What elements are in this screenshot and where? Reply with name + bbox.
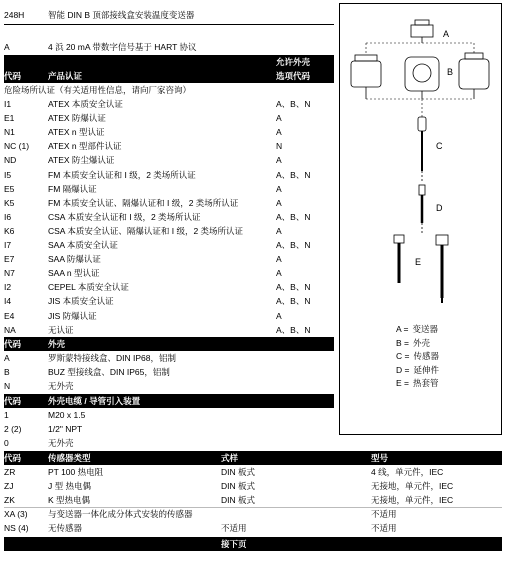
footer-bar — [4, 537, 502, 551]
cert-options: A — [276, 254, 282, 265]
cert-code: E5 — [4, 183, 15, 194]
sensor-header-code: 代码 — [4, 453, 22, 463]
cert-code: ND — [4, 155, 17, 166]
footer-text: 接下页 — [221, 539, 247, 549]
cert-options: A — [276, 225, 282, 236]
cert-options: N — [276, 141, 283, 152]
cert-options: A — [276, 310, 282, 321]
legend-letter: B = — [396, 337, 409, 348]
divider — [4, 24, 334, 25]
cert-options: A、B、N — [276, 211, 311, 222]
cert-row — [4, 153, 334, 167]
cert-row — [4, 125, 334, 139]
cert-code: I1 — [4, 99, 12, 109]
legend-item — [396, 377, 439, 389]
model-code: 248H — [4, 10, 25, 20]
cert-row — [4, 323, 334, 337]
housing-desc: 罗斯蒙特接线盒、DIN IP68，铝制 — [48, 353, 176, 363]
sensor-type: J 型 热电偶 — [48, 481, 91, 491]
cert-options: A — [276, 268, 282, 279]
cert-desc: ATEX 防爆认证 — [48, 113, 106, 124]
cert-header-allowed-1: 允许外壳 — [276, 57, 311, 67]
output-row — [4, 40, 334, 54]
sensor-row — [4, 507, 502, 521]
cert-desc: JIS 本质安全认证 — [48, 296, 114, 307]
housing-header-code: 代码 — [4, 339, 22, 349]
housing-code: A — [4, 353, 10, 363]
cert-row — [4, 266, 334, 280]
legend-item — [396, 323, 438, 335]
sensor-type: 无传感器 — [48, 523, 83, 533]
cert-row — [4, 111, 334, 125]
cert-row — [4, 97, 334, 111]
conduit-header-code: 代码 — [4, 396, 22, 406]
legend-letter: A = — [396, 324, 409, 334]
cert-desc: FM 本质安全认证和 I 级，2 类场所认证 — [48, 169, 196, 180]
conduit-row — [4, 436, 334, 450]
cert-options: A、B、N — [276, 99, 311, 109]
sensor-code: ZJ — [4, 481, 14, 491]
sensor-code: XA (3) — [4, 509, 28, 519]
cert-row — [4, 294, 334, 308]
cert-desc: FM 本质安全认证、隔爆认证和 I 级，2 类场所认证 — [48, 197, 239, 208]
conduit-desc: M20 x 1.5 — [48, 410, 86, 420]
sensor-model: 4 线，单元件，IEC — [371, 467, 444, 477]
sensor-code: NS (4) — [4, 523, 29, 533]
cert-code: K6 — [4, 225, 15, 236]
cert-options: A — [276, 197, 282, 208]
sensor-type: K 型热电偶 — [48, 495, 91, 505]
model-desc: 智能 DIN B 顶部接线盒安装温度变送器 — [48, 10, 195, 20]
figure-letters — [415, 29, 453, 267]
conduit-code: 2 (2) — [4, 424, 22, 434]
legend-letter: E = — [396, 378, 409, 388]
sensor-model: 无接地，单元件，IEC — [371, 481, 454, 491]
legend-item — [396, 364, 439, 376]
cert-desc: ATEX 防尘爆认证 — [48, 155, 115, 166]
cert-desc: CSA 本质安全认证、隔爆认证和 I 级，2 类场所认证 — [48, 225, 244, 236]
cert-header-product: 产品认证 — [48, 71, 83, 81]
hazard-note: 危险场所认证（有关适用性信息，请向厂家咨询） — [4, 85, 192, 95]
label-c: C — [436, 141, 443, 151]
cert-code: E4 — [4, 310, 15, 321]
legend-text: 变送器 — [412, 324, 439, 334]
output-code: A — [4, 42, 10, 52]
conduit-header — [4, 394, 334, 408]
cert-desc: CSA 本质安全认证和 I 级，2 类场所认证 — [48, 211, 201, 222]
sensor-row — [4, 493, 502, 507]
cert-options: A、B、N — [276, 169, 311, 180]
housing-header — [4, 337, 334, 351]
legend-letter: C = — [396, 351, 410, 361]
cert-row — [4, 182, 334, 196]
cert-desc: SAA 防爆认证 — [48, 254, 101, 265]
cert-desc: SAA n 型认证 — [48, 268, 100, 279]
cert-desc: ATEX 本质安全认证 — [48, 99, 123, 109]
sensor-style: 不适用 — [221, 523, 247, 533]
housing-row — [4, 365, 334, 379]
cert-row — [4, 139, 334, 153]
cert-code: K5 — [4, 197, 15, 208]
cert-options: A、B、N — [276, 240, 311, 250]
cert-row — [4, 252, 334, 266]
legend-item — [396, 337, 430, 349]
legend-text: 外壳 — [413, 337, 431, 348]
housing-header-title: 外壳 — [48, 339, 66, 349]
cert-code: NA — [4, 324, 16, 335]
housing-drawing — [351, 53, 489, 99]
extension-drawing — [419, 185, 425, 235]
sensor-model: 不适用 — [371, 523, 397, 533]
sensor-row — [4, 521, 502, 535]
cert-row — [4, 196, 334, 210]
cert-row — [4, 238, 334, 252]
cert-code: E7 — [4, 254, 15, 265]
sensor-header-style: 式样 — [221, 453, 239, 463]
housing-row — [4, 379, 334, 393]
cert-options: A — [276, 155, 282, 166]
housing-code: N — [4, 381, 11, 391]
cert-header — [4, 55, 334, 83]
conduit-row — [4, 408, 334, 422]
sensor-header-type: 传感器类型 — [48, 453, 91, 463]
cert-desc: CEPEL 本质安全认证 — [48, 282, 129, 293]
cert-row — [4, 210, 334, 224]
housing-desc: BUZ 型接线盒、DIN IP65，铝制 — [48, 367, 170, 377]
conduit-row — [4, 422, 334, 436]
cert-desc: ATEX n 型认证 — [48, 127, 105, 138]
sensor-style: DIN 板式 — [221, 495, 256, 505]
cert-desc: SAA 本质安全认证 — [48, 240, 118, 250]
cert-row — [4, 224, 334, 238]
sensor-code: ZR — [4, 467, 16, 477]
cert-code: I5 — [4, 169, 12, 180]
cert-desc: ATEX n 型部件认证 — [48, 141, 122, 152]
cert-options: A、B、N — [276, 324, 311, 335]
conduit-desc: 1/2" NPT — [48, 424, 83, 434]
label-b: B — [447, 67, 454, 77]
cert-header-allowed-2: 选项代码 — [276, 71, 311, 81]
cert-options: A — [276, 183, 282, 194]
sensor-drawing — [418, 117, 426, 183]
transmitter-drawing — [411, 20, 433, 43]
cert-header-code: 代码 — [4, 71, 22, 81]
sensor-row — [4, 465, 502, 479]
label-e: E — [415, 257, 422, 267]
legend-text: 传感器 — [413, 351, 439, 361]
cert-row — [4, 309, 334, 323]
cert-code: N7 — [4, 268, 15, 279]
conduit-desc: 无外壳 — [48, 438, 74, 448]
conduit-code: 0 — [4, 438, 9, 448]
sensor-style: DIN 板式 — [221, 481, 256, 491]
model-row — [4, 8, 334, 22]
legend-text: 热套管 — [413, 378, 439, 388]
sensor-type: 与变送器一体化成分体式安装的传感器 — [48, 509, 193, 519]
sensor-style: DIN 板式 — [221, 467, 256, 477]
cert-row — [4, 168, 334, 182]
label-a: A — [443, 29, 450, 39]
sensor-header — [4, 451, 502, 465]
sensor-row — [4, 479, 502, 493]
cert-desc: 无认证 — [48, 324, 74, 335]
cert-code: I7 — [4, 240, 12, 250]
cert-code: I2 — [4, 282, 12, 293]
cert-options: A — [276, 113, 282, 124]
connector-lines — [366, 43, 474, 117]
cert-code: I4 — [4, 296, 12, 307]
housing-desc: 无外壳 — [48, 381, 74, 391]
output-desc: 4 浜 20 mA 带数字信号基于 HART 协议 — [48, 42, 197, 52]
cert-code: E1 — [4, 113, 15, 124]
conduit-code: 1 — [4, 410, 9, 420]
cert-row — [4, 280, 334, 294]
cert-code: I6 — [4, 211, 12, 222]
conduit-header-title: 外壳电缆 / 导管引入装置 — [48, 396, 141, 406]
cert-code: NC (1) — [4, 141, 30, 152]
cert-options: A — [276, 127, 282, 138]
label-d: D — [436, 203, 443, 213]
legend-letter: D = — [396, 364, 410, 375]
sensor-type: PT 100 热电阻 — [48, 467, 104, 477]
cert-desc: JIS 防爆认证 — [48, 310, 97, 321]
sensor-header-model: 型号 — [371, 453, 389, 463]
cert-desc: FM 隔爆认证 — [48, 183, 97, 194]
legend-text: 延伸件 — [413, 364, 439, 375]
legend-item — [396, 350, 439, 362]
cert-code: N1 — [4, 127, 15, 138]
cert-options: A、B、N — [276, 282, 311, 293]
housing-code: B — [4, 367, 10, 377]
cert-options: A、B、N — [276, 296, 311, 307]
housing-row — [4, 351, 334, 365]
thermowell-drawing — [394, 235, 448, 303]
sensor-code: ZK — [4, 495, 15, 505]
sensor-model: 不适用 — [371, 509, 397, 519]
sensor-model: 无接地，单元件，IEC — [371, 495, 454, 505]
